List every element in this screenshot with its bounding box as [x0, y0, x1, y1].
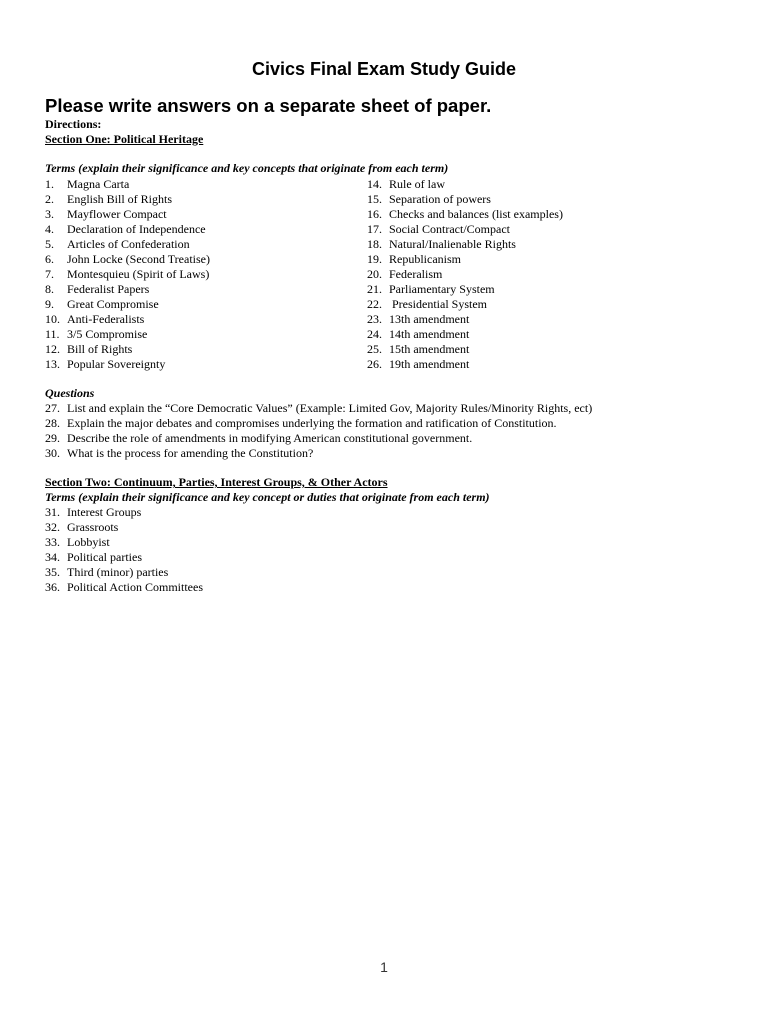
list-item: [45, 505, 203, 520]
item-number: 6.: [45, 252, 54, 266]
item-number: 9.: [45, 297, 54, 311]
page-title: Civics Final Exam Study Guide: [251, 59, 517, 79]
item-text: Rule of law: [389, 177, 445, 191]
item-number: 23.: [367, 312, 382, 326]
list-item: [45, 297, 210, 312]
list-item: [367, 222, 563, 237]
list-item: [45, 565, 203, 580]
list-item: [367, 297, 563, 312]
item-text: 14th amendment: [389, 327, 470, 341]
item-number: 4.: [45, 222, 54, 236]
section-two-heading: Section Two: Continuum, Parties, Interest Groups, & Other Actors: [45, 475, 388, 489]
item-number: 35.: [45, 565, 60, 579]
item-number: 20.: [367, 267, 382, 281]
list-item: [45, 327, 210, 342]
list-item: [367, 312, 563, 327]
item-text: Natural/Inalienable Rights: [389, 237, 516, 251]
list-item: [367, 237, 563, 252]
list-item: [45, 357, 210, 372]
list-item: [45, 520, 203, 535]
item-number: 28.: [45, 416, 60, 430]
item-number: 29.: [45, 431, 60, 445]
item-number: 2.: [45, 192, 54, 206]
section-one-terms-heading: Terms (explain their significance and key concepts that originate from each term): [45, 161, 449, 175]
item-text: Bill of Rights: [67, 342, 133, 356]
list-item: [45, 267, 210, 282]
item-text: Social Contract/Compact: [389, 222, 510, 236]
list-item: [367, 252, 563, 267]
item-text: Describe the role of amendments in modifying American constitutional government.: [67, 431, 473, 445]
list-item: [45, 416, 592, 431]
list-item: [45, 342, 210, 357]
item-number: 3.: [45, 207, 54, 221]
list-item: [45, 550, 203, 565]
item-text: Declaration of Independence: [67, 222, 206, 236]
item-text: 13th amendment: [389, 312, 470, 326]
item-number: 30.: [45, 446, 60, 460]
list-item: [367, 207, 563, 222]
item-number: 19.: [367, 252, 382, 266]
item-text: Interest Groups: [67, 505, 142, 519]
item-text: Political Action Committees: [67, 580, 203, 594]
item-number: 10.: [45, 312, 60, 326]
list-item: [367, 327, 563, 342]
instructions-heading: Please write answers on a separate sheet of paper.: [45, 95, 492, 116]
item-number: 26.: [367, 357, 382, 371]
list-item: [45, 535, 203, 550]
terms-list-right: [367, 177, 563, 372]
item-text: Magna Carta: [67, 177, 130, 191]
item-text: What is the process for amending the Constitution?: [67, 446, 314, 460]
list-item: [45, 446, 592, 461]
section-two-terms-list: [45, 505, 203, 595]
list-item: [367, 342, 563, 357]
item-text: List and explain the “Core Democratic Values” (Example: Limited Gov, Majority Rules/Minority Rights, ect): [67, 401, 593, 415]
item-number: 11.: [45, 327, 60, 341]
item-text: Presidential System: [389, 297, 487, 311]
section-two-terms-heading: Terms (explain their significance and key concept or duties that originate from each term): [45, 490, 490, 504]
item-text: Mayflower Compact: [67, 207, 167, 221]
item-number: 24.: [367, 327, 382, 341]
list-item: [367, 282, 563, 297]
item-number: 25.: [367, 342, 382, 356]
item-text: Montesquieu (Spirit of Laws): [67, 267, 210, 281]
questions-heading: Questions: [45, 386, 95, 400]
item-text: Grassroots: [67, 520, 119, 534]
list-item: [367, 192, 563, 207]
item-text: Political parties: [67, 550, 142, 564]
item-number: 12.: [45, 342, 60, 356]
list-item: [45, 580, 203, 595]
item-text: John Locke (Second Treatise): [67, 252, 210, 266]
item-number: 22.: [367, 297, 382, 311]
list-item: [45, 177, 210, 192]
item-text: Federalist Papers: [67, 282, 150, 296]
item-number: 13.: [45, 357, 60, 371]
directions-label: Directions:: [45, 117, 102, 131]
item-text: Lobbyist: [67, 535, 110, 549]
item-text: Checks and balances (list examples): [389, 207, 563, 221]
list-item: [367, 177, 563, 192]
item-text: 3/5 Compromise: [67, 327, 148, 341]
item-number: 17.: [367, 222, 382, 236]
terms-list-left: [45, 177, 210, 372]
list-item: [45, 431, 592, 446]
item-text: Explain the major debates and compromises underlying the formation and ratification of Constitution.: [67, 416, 557, 430]
list-item: [45, 192, 210, 207]
list-item: [45, 401, 592, 416]
item-number: 1.: [45, 177, 54, 191]
item-number: 5.: [45, 237, 54, 251]
item-number: 21.: [367, 282, 382, 296]
list-item: [367, 267, 563, 282]
list-item: [45, 312, 210, 327]
item-number: 34.: [45, 550, 60, 564]
item-number: 8.: [45, 282, 54, 296]
item-text: Popular Sovereignty: [67, 357, 166, 371]
item-number: 7.: [45, 267, 54, 281]
item-text: 15th amendment: [389, 342, 470, 356]
item-number: 16.: [367, 207, 382, 221]
item-number: 14.: [367, 177, 382, 191]
item-number: 32.: [45, 520, 60, 534]
item-text: Anti-Federalists: [67, 312, 145, 326]
item-number: 33.: [45, 535, 60, 549]
item-text: Articles of Confederation: [67, 237, 190, 251]
section-one-heading: Section One: Political Heritage: [45, 132, 204, 146]
page-number: 1: [380, 959, 388, 975]
item-text: 19th amendment: [389, 357, 470, 371]
questions-list: [45, 401, 592, 461]
item-text: Federalism: [389, 267, 443, 281]
item-text: Parliamentary System: [389, 282, 495, 296]
item-text: Republicanism: [389, 252, 461, 266]
item-number: 27.: [45, 401, 60, 415]
item-text: Third (minor) parties: [67, 565, 169, 579]
item-text: English Bill of Rights: [67, 192, 173, 206]
list-item: [45, 222, 210, 237]
item-number: 15.: [367, 192, 382, 206]
list-item: [45, 237, 210, 252]
list-item: [45, 282, 210, 297]
item-number: 31.: [45, 505, 60, 519]
item-number: 18.: [367, 237, 382, 251]
item-text: Great Compromise: [67, 297, 159, 311]
list-item: [45, 252, 210, 267]
item-text: Separation of powers: [389, 192, 491, 206]
item-number: 36.: [45, 580, 60, 594]
list-item: [45, 207, 210, 222]
list-item: [367, 357, 563, 372]
